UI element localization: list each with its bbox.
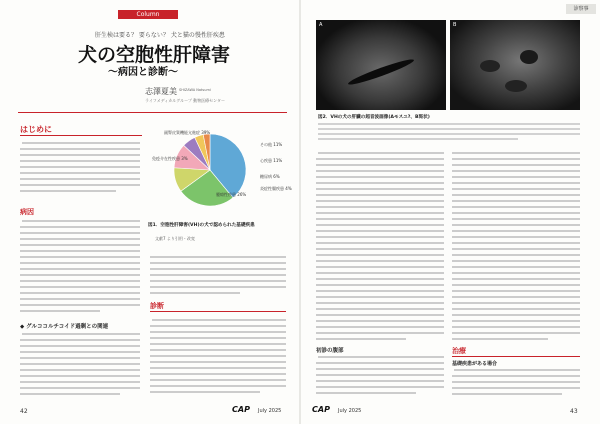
figure1-caption-sub: 文献7 より引用・改変: [155, 236, 195, 241]
ultrasound-image-b: [450, 20, 580, 110]
ultrasound-b-spot2: [520, 50, 538, 64]
page-number-right: 43: [570, 408, 578, 415]
ultrasound-b-spot3: [505, 80, 527, 92]
section-tab-right-label: 診察事: [573, 6, 589, 12]
article-subtitle: 〜病因と診断〜: [108, 67, 178, 78]
column-tab-label: Column: [136, 11, 160, 18]
heading-tiryo-underline: [452, 356, 580, 357]
heading-glucocorticoid: ◆ グルココルチコイド過剰との関連: [20, 324, 109, 330]
title-divider: [18, 112, 287, 113]
heading-tiryo: 治療: [452, 346, 466, 355]
pie-label-6: 免疫介在性疾患 3%: [152, 156, 188, 161]
figure1: [148, 120, 292, 220]
author-roman: SHIZAWA Natsumi: [179, 88, 211, 92]
heading-intro: はじめに: [20, 124, 52, 134]
article-title: 犬の空胞性肝障害: [78, 44, 231, 66]
author-block: [18, 84, 287, 110]
page-gutter: [299, 0, 301, 424]
heading-shindan-underline: [150, 311, 286, 312]
date-left: July 2025: [258, 408, 282, 414]
pie-label-5: 炎症性腸疾患 4%: [260, 186, 292, 191]
subheading-shokai: 初診の腹部: [316, 348, 344, 354]
figure1-caption: 図1．空胞性肝障害(VH)の犬で認められた基礎疾患: [148, 223, 255, 228]
column-tab: [118, 10, 178, 19]
ultrasound-a-label: A: [319, 22, 323, 28]
cap-logo-right: CAP: [312, 405, 330, 414]
pie-label-0: 副腎皮質機能亢進症 39%: [164, 130, 211, 135]
figure1-pie-svg: [148, 120, 292, 220]
ultrasound-image-a: [316, 20, 446, 110]
ultrasound-b-label: B: [453, 22, 457, 28]
date-right: July 2025: [338, 408, 362, 414]
pie-label-4: 糖尿病 6%: [260, 174, 280, 179]
pie-label-2: その他 11%: [260, 142, 283, 147]
author-affiliation: ライフメディカルグループ 動物医療センター: [145, 98, 225, 103]
section-tab-right: [566, 4, 596, 14]
cap-logo-left: CAP: [232, 405, 250, 414]
subheading-kiso: 基礎疾患がある場合: [452, 361, 498, 367]
page-number-left: 42: [20, 408, 28, 415]
pie-label-1: 腫瘍性疾患 26%: [216, 192, 247, 197]
author-name: 志澤夏美: [145, 87, 177, 96]
heading-intro-underline: [20, 135, 142, 136]
article-kicker: 肝生検は要る？ 要らない？ 犬と猫の慢性肝疾患: [95, 32, 225, 39]
ultrasound-b-spot1: [480, 60, 500, 72]
heading-shindan: 診断: [150, 301, 164, 310]
figure2-caption: 図2．VHの犬の肝臓の超音波画像(Aモスユ?、B斑状): [318, 115, 430, 120]
pie-label-3: 心疾患 11%: [260, 158, 283, 163]
ultrasound-a-vessel: [347, 56, 416, 87]
heading-byoin: 病因: [20, 207, 34, 216]
